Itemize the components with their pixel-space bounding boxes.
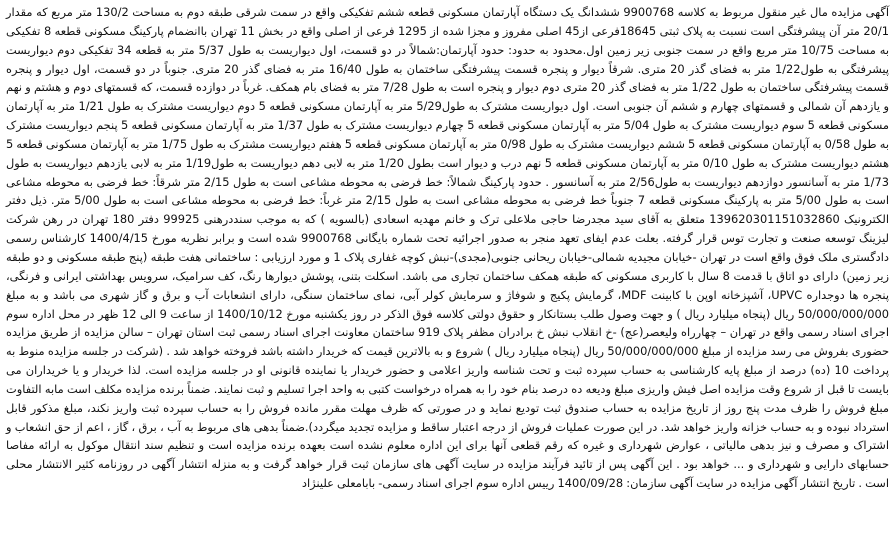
auction-notice-text: آگهی مزایده مال غیر منقول مربوط به کلاسه 9900768 ششدانگ یک دستگاه آپارتمان مسکونی قطعه ششم تفکیکی واقع در سمت شرقی طبقه دوم به مساحت 130/2 متر مربع که مقدار 20/1 متر آن پیشرفتگی است نسبت به پلاک ثبتی 18645فرعی از45 اصلی مفروز و مجزا شده از 1295 فرعی از اصلی واقع در بخش 11 تهران باانضمام پارکینگ مسکونی قطعه 8 تفکیکی به مساحت 10/75 متر مربع واقع در سمت جنوبی زیر زمین اول.محدود به حدود: حدود آپارتمان:شمالاً در دو قسمت، اول دیواریست به طول 5/37 متر به قطعه 34 تفکیکی دوم دیواریست پیشرفتگی به طول1/22 متر به فضای گذر 20 متری. شرقاً دیوار و پنجره قسمت پیشرفتگی ساختمان به طول 16/40 متر به فضای گذر 20 متری. جنوباً در دو قسمت، اول دیوار و پنجره قسمت پیشرفتگی ساختمان به طول 1/22 متر به فضای گذر 20 متری دوم دیوار و پنجره است به طول 7/28 متر به فضای بام همکف. غرباً در دوازده قسمت، که قسمتهای دوم و هشتم و نهم و یازدهم آن شمالی و قسمتهای چهارم و ششم آن جنوبی است. اول دیواریست مشترک به طول5/29 متر به آپارتمان مسکونی قطعه 5 دوم دیواریست مشترک به طول 1/21 متر به آپارتمان مسکونی قطعه 5 سوم دیواریست مشترک به طول 5/04 متر به آپارتمان مسکونی قطعه 5 چهارم دیواریست مشترک به طول 1/37 متر به آپارتمان مسکونی قطعه 5 پنجم دیواریست مشترک به طول 0/58 به آپارتمان مسکونی قطعه 5 ششم دیواریست مشترک به طول 0/98 متر به آپارتمان مسکونی قطعه 5 هفتم دیواریست مشترک به طول 1/75 متر به آپارتمان مسکونی قطعه 5 هشتم دیواریست مشترک به طول 0/10 متر به آپارتمان مسکونی قطعه 5 نهم درب و دیوار است بطول 1/20 متر به لابی دهم دیواریست به طول1/19 متر به لابی یازدهم دیواریست به طول 1/73 متر به آسانسور دوازدهم دیواریست به طول2/56 متر به آسانسور . حدود پارکینگ شمالاً: خط فرضی به محوطه مشاعی است به طول 2/15 متر شرقاً: خط فرضی به محوطه مشاعی است به طول 5/00 متر به پارکینگ مسکونی قطعه 7 جنوباً خط فرضی به محوطه مشاعی است به طول 2/15 متر غرباً: خط فرضی به محوطه مشاعی است به طول 5/00 متر. ذیل دفتر الکترونیک 139620301151032860 متعلق به آقای سید مجدرضا حاجی ملاعلی ترک و خانم مهدیه اسعادی (بالسویه ) که به موجب سنددرهنی 99925 دفتر 180 تهران در رهن شرکت لیزینگ توسعه صنعت و تجارت توس قرار گرفته. بعلت عدم ایفای تعهد منجر به صدور اجرائیه تحت شماره بایگانی 9900768 شده است و برابر نظریه مورخ 1400/4/15 کارشناس رسمی دادگستری ملک فوق واقع است در تهران -خیابان مجیدیه شمالی-خیابان ریحانی جنوبی(مجدی)-نبش کوچه غفاری پلاک 1 و مورد ارزیابی : ساختمانی هفت طبقه (پنج طبقه مسکونی و دو طبقه زیر زمین) دارای دو اتاق با قدمت 8 سال با کاربری مسکونی که طبقه همکف ساختمان تجاری می باشد. اسکلت بتنی، پوشش دیوارها رنگ، کف سرامیک، سرویس بهداشتی ایرانی و فرنگی، پنجره ها دوجداره UPVC، آشپزخانه اوپن با کابینت MDF، گرمایش پکیج و شوفاژ و سرمایش کولر آبی، نمای ساختمان سنگی، دارای انشعابات آب و برق و گاز شهری می باشد و به مبلغ 50/000/000/000 ریال (پنجاه میلیارد ریال ) و جهت وصول طلب بستانکار و حقوق دولتی کلاسه فوق الذکر در روز یکشنبه مورخ 1400/10/12 از ساعت 9 الی 12 ظهر در محل اداره سوم اجرای اسناد رسمی واقع در تهران – چهارراه ولیعصر(عج) -خ انقلاب نبش خ برادران مظفر پلاک 919 ساختمان معاونت اجرای اسناد رسمی ثبت استان تهران – سالن مزایده از طریق مزایده حضوری بفروش می رسد مزایده از مبلغ 50/000/000/000 ریال (پنجاه میلیارد ریال ) شروع و به بالاترین قیمت که خریدار داشته باشد فروخته خواهد شد . (شرکت در جلسه مزایده منوط به پرداخت 10 (ده) درصد از مبلغ پایه کارشناسی به حساب سپرده ثبت و تحت شناسه واریز اعلامی و حضور خریدار یا نماینده قانونی او در جلسه مزایده است. لذا خریدار و یا خریداران می بایست تا قبل از شروع وقت مزایده اصل فیش واریزی مبلغ ودیعه ده درصد بنام خود را به همراه درخواست کتبی به واحد اجرا تسلیم و ثبت نمایند. ضمناً برنده مزایده مکلف است مابه التفاوت مبلغ فروش را ظرف مدت پنج روز از تاریخ مزایده به حساب صندوق ثبت تودیع نماید و در صورتی که ظرف مهلت مقرر مانده فروش را به حساب سپرده ثبت واریز نکند، مبلغ مذکور قابل استرداد نبوده و به حساب خزانه واریز خواهد شد. در این صورت عملیات فروش از درجه اعتبار ساقط و مزایده تجدید میگردد).ضمناً بدهی های مربوط به آب ، برق ، گاز ، اعم از حق انشعاب و اشتراک و مصرف و نیز بدهی مالیاتی ، عوارض شهرداری و غیره که رقم قطعی آنها برای این اداره معلوم نشده است بعهده برنده مزایده است و تنظیم سند انتقال موکول به ارائه مفاصا حسابهای دارایی و شهرداری و ... خواهد بود . این آگهی پس از تائید فرآیند مزایده در سایت آگهی های سازمان ثبت قرار خواهد گرفت و به منزله انتشار آگهی در روزنامه کثیر الانتشار محلی است . تاریخ انتشار آگهی مزایده در سایت آگهی سازمان: 1400/09/28 رییس اداره سوم اجرای اسناد رسمی- بابامعلی علینژاد <box>6 5 890 491</box>
